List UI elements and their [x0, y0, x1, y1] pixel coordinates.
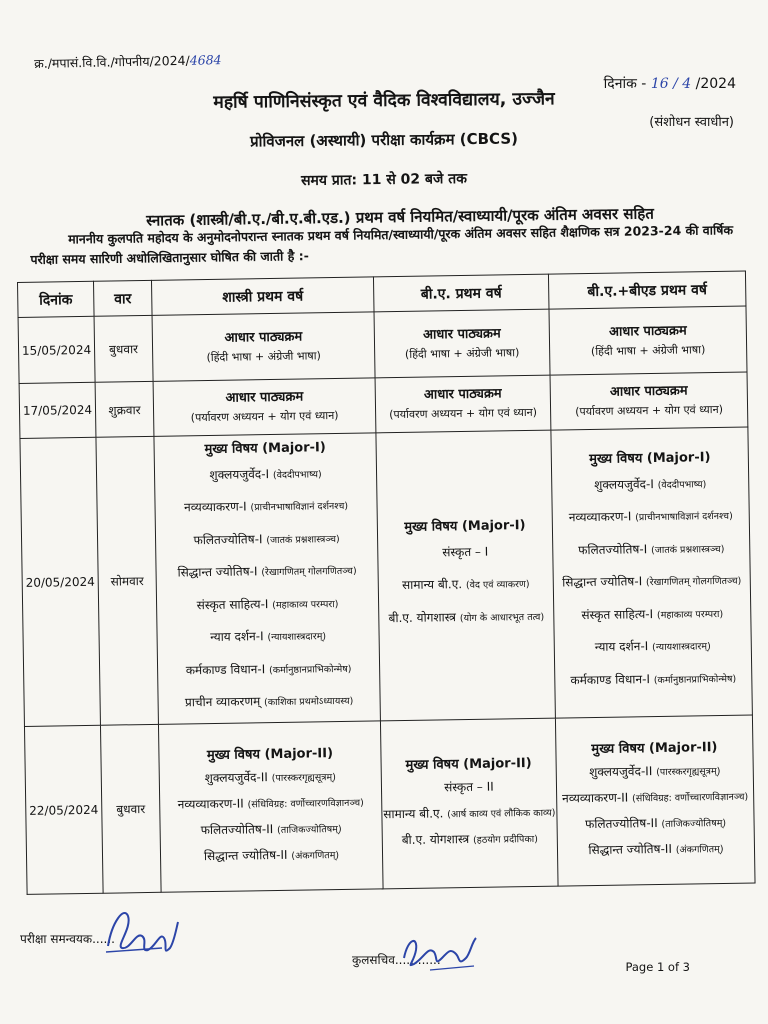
subject-name: प्राचीन व्याकरणम्: [184, 694, 261, 710]
subject-note: (ताजिकज्योतिषम्): [276, 823, 342, 836]
subject-name: बी.ए. योगशास्त्र: [401, 831, 470, 847]
shastri-paper: [158, 721, 383, 892]
subject-item: [378, 535, 552, 570]
registrar-signature: [400, 928, 480, 978]
subject-name: सिद्धान्त ज्योतिष-II: [588, 841, 673, 857]
subject-item: [554, 597, 750, 633]
date-day: 16: [650, 76, 669, 92]
subject-note: (ताजिकज्योतिषम्): [661, 817, 727, 830]
subject-note: (हठयोग प्रदीपिका): [472, 833, 538, 846]
subject-item: [558, 835, 754, 864]
subject-name: नव्यव्याकरण-II: [177, 796, 244, 812]
subject-item: [157, 619, 378, 655]
subject-item: [158, 652, 379, 688]
paper-heading: आधार पाठ्यक्रम: [609, 383, 688, 400]
ba-bed-paper: [549, 306, 747, 375]
subject-note: (संधिविग्रह: वर्णोच्चारणविज्ञानञ्च): [247, 797, 364, 810]
subject-name: कर्मकाण्ड विधान-I: [185, 661, 266, 677]
exam-time: समय प्रात: 11 से 02 बजे तक: [300, 170, 468, 190]
exam-day: बुधवार: [94, 315, 153, 382]
subject-note: (अंकगणितम्): [291, 849, 340, 862]
paper-heading: मुख्य विषय (Major-II): [206, 745, 334, 763]
subject-item: [157, 587, 378, 623]
shastri-paper: [153, 378, 376, 436]
table-row: [18, 306, 747, 383]
paper-heading: मुख्य विषय (Major-II): [591, 739, 718, 757]
exam-date: 20/05/2024: [20, 437, 101, 726]
subject-item: [379, 600, 553, 635]
paper-subjects: (पर्यावरण अध्ययन + योग एवं ध्यान): [389, 405, 538, 422]
ba-paper: [375, 375, 551, 433]
subject-note: (रेखागणितम् गोलगणितञ्च): [645, 575, 742, 589]
subject-note: (अंकगणितम्): [675, 843, 724, 856]
subject-item: [557, 809, 753, 838]
subject-item: [155, 457, 376, 493]
intro-paragraph: माननीय कुलपति महोदय के अनुमोदनोपरान्त स्नातक प्रथम वर्ष नियमित/स्वाध्यायी/पूरक अंतिम अवसर सहित शैक्षणिक सत्र 2023-24 की वार्षिक परीक्षा समय सारिणी अधोलिखितानुसार घोषित की जाती है :-: [30, 222, 734, 267]
subject-name: संस्कृत साहित्य-I: [196, 596, 269, 612]
subject-name: संस्कृत – I: [442, 544, 489, 560]
header-shastri: शास्त्री प्रथम वर्ष: [151, 277, 374, 315]
exam-day: शुक्रवार: [95, 381, 154, 437]
ba-bed-paper: [555, 715, 755, 886]
reference-handwritten-number: 4684: [189, 52, 222, 68]
date-label: दिनांक -: [603, 76, 647, 92]
subject-name: फलितज्योतिष-II: [200, 821, 274, 837]
subject-item: [552, 467, 748, 503]
table-row: [20, 427, 752, 726]
reference-prefix: क्र./मपासं.वि.वि./गोपनीय/2024/: [34, 52, 190, 71]
subject-note: (वेददीपभाष्य): [657, 478, 707, 491]
subject-name: नव्यव्याकरण-I: [568, 509, 632, 525]
subject-name: शुक्लयजुर्वेद-I: [594, 476, 654, 492]
page-number: Page 1 of 3: [625, 960, 690, 974]
subject-item: [160, 789, 381, 818]
paper-heading: मुख्य विषय (Major-II): [405, 755, 532, 773]
subject-name: फलितज्योतिष-I: [578, 541, 648, 557]
subject-note: (पारस्करगृह्यसूत्रम्): [656, 765, 721, 778]
ba-bed-paper: [551, 427, 752, 718]
paper-subjects: (हिंदी भाषा + अंग्रेजी भाषा): [404, 345, 520, 361]
subject-name: नव्यव्याकरण-II: [561, 789, 629, 806]
subject-item: [555, 630, 751, 666]
subject-item: [382, 773, 556, 802]
subject-note: (जातकं प्रश्नशास्त्रञ्च): [650, 543, 725, 556]
university-name: महर्षि पाणिनिसंस्कृत एवं वैदिक विश्वविद्यालय, उज्जैन: [213, 89, 555, 113]
ba-paper: [374, 309, 550, 378]
subject-item: [382, 799, 556, 828]
shastri-paper: [152, 312, 375, 381]
subject-note: (न्यायशास्त्रदारम्): [267, 631, 327, 644]
subject-note: (महाकाव्य परम्परा): [272, 598, 339, 611]
registrar-label: कुलसचिव............: [352, 953, 441, 967]
subject-note: (योग के आधारभूत तत्व): [459, 611, 545, 624]
paper-subjects: (हिंदी भाषा + अंग्रेजी भाषा): [590, 342, 706, 358]
subject-note: (वेददीपभाष्य): [272, 468, 322, 481]
paper-heading: मुख्य विषय (Major-I): [204, 439, 326, 457]
subject-name: फलितज्योतिष-I: [193, 531, 263, 547]
paper-heading: मुख्य विषय (Major-I): [404, 517, 526, 535]
subject-name: न्याय दर्शन-I: [210, 629, 264, 645]
paper-heading: आधार पाठ्यक्रम: [224, 329, 303, 346]
header-ba: बी.ए. प्रथम वर्ष: [373, 274, 549, 312]
subject-item: [160, 815, 381, 844]
exam-day: बुधवार: [100, 724, 161, 893]
subject-name: संस्कृत साहित्य-I: [581, 606, 654, 622]
paper-heading: आधार पाठ्यक्रम: [225, 389, 304, 406]
subject-name: शुक्लयजुर्वेद-I: [209, 466, 270, 482]
date-year: /2024: [695, 76, 736, 92]
subject-name: शुक्लयजुर्वेद-II: [589, 763, 653, 779]
subject-item: [554, 565, 750, 601]
subject-item: [160, 763, 381, 792]
paper-subjects: (पर्यावरण अध्ययन + योग एवं ध्यान): [575, 402, 724, 419]
exam-coordinator-label: परीक्षा समन्वयक......: [20, 932, 115, 946]
paper-subjects: (पर्यावरण अध्ययन + योग एवं ध्यान): [190, 408, 339, 425]
exam-timetable: [17, 271, 756, 895]
correction-note: (संशोधन स्वाधीन): [649, 115, 734, 130]
ba-paper: [376, 430, 556, 721]
subject-note: (पारस्करगृह्यसूत्रम्): [271, 771, 336, 784]
subject-item: [155, 489, 376, 525]
subject-note: (आर्ष काव्य एवं लौकिक काव्य): [447, 807, 556, 820]
ba-paper: [380, 718, 558, 889]
program-title: प्रोविजनल (अस्थायी) परीक्षा कार्यक्रम (CBCS): [249, 129, 519, 151]
header-day: वार: [93, 280, 152, 316]
subject-name: न्याय दर्शन-I: [594, 639, 649, 655]
issue-date: दिनांक - 16 / 4 /2024: [603, 76, 736, 92]
subject-item: [158, 684, 379, 720]
exam-date: 15/05/2024: [18, 316, 95, 383]
subject-item: [156, 554, 377, 590]
subject-note: (कर्मानुष्ठानप्राभिकोन्मेष): [268, 663, 352, 676]
subject-note: (काशिका प्रथमोऽध्यायस्य): [264, 695, 354, 709]
date-month: 4: [682, 76, 692, 92]
subject-name: सामान्य बी.ए.: [401, 577, 463, 593]
subject-name: सिद्धान्त ज्योतिष-II: [203, 847, 288, 863]
subject-note: (वेद एवं व्याकरण): [465, 579, 530, 592]
paper-heading: आधार पाठ्यक्रम: [423, 386, 502, 403]
exam-date: 22/05/2024: [24, 725, 103, 894]
course-title: स्नातक (शास्त्री/बी.ए./बी.ए.बी.एड.) प्रथम वर्ष नियमित/स्वाध्यायी/पूरक अंतिम अवसर सहित: [146, 204, 654, 230]
subject-item: [555, 662, 751, 698]
paper-subjects: (हिंदी भाषा + अंग्रेजी भाषा): [206, 348, 321, 364]
subject-name: संस्कृत – II: [444, 779, 494, 794]
exam-day: सोमवार: [96, 436, 159, 725]
subject-item: [557, 757, 753, 786]
subject-note: (न्यायशास्त्रदारम्): [652, 641, 711, 654]
subject-item: [557, 783, 753, 812]
paper-heading: आधार पाठ्यक्रम: [608, 322, 687, 340]
subject-note: (प्राचीनभाषाविज्ञानं दर्शनश्च): [635, 511, 733, 524]
subject-item: [156, 522, 377, 558]
subject-item: [379, 568, 553, 603]
subject-name: नव्यव्याकरण-I: [183, 499, 247, 515]
subject-name: बी.ए. योगशास्त्र: [388, 609, 457, 625]
subject-note: (संधिविग्रह: वर्णोच्चारणविज्ञानञ्च): [631, 791, 749, 804]
subject-name: फलितज्योतिष-II: [584, 815, 658, 831]
exam-date: 17/05/2024: [19, 382, 96, 438]
table-row: [24, 715, 755, 894]
subject-name: सामान्य बी.ए.: [383, 805, 444, 821]
subject-note: (रेखागणितम् गोलगणितञ्च): [261, 565, 357, 579]
paper-heading: मुख्य विषय (Major-I): [589, 449, 711, 467]
subject-note: (प्राचीनभाषाविज्ञानं दर्शनश्च): [250, 500, 349, 514]
coordinator-signature: [102, 902, 182, 962]
paper-heading: आधार पाठ्यक्रम: [422, 325, 501, 343]
header-ba-bed: बी.ए.+बीएड प्रथम वर्ष: [548, 271, 746, 309]
subject-note: (कर्मानुष्ठानप्राभिकोन्मेष): [653, 673, 737, 686]
header-date: दिनांक: [18, 281, 95, 317]
reference-number: [34, 51, 222, 72]
subject-name: शुक्लयजुर्वेद-II: [204, 769, 268, 785]
subject-item: [553, 500, 749, 536]
subject-note: (महाकाव्य परम्परा): [656, 608, 724, 621]
subject-note: (जातकं प्रश्नशास्त्रञ्च): [266, 533, 340, 546]
ba-bed-paper: [550, 372, 748, 430]
subject-name: कर्मकाण्ड विधान-I: [570, 671, 651, 688]
subject-item: [161, 841, 382, 870]
subject-name: सिद्धान्त ज्योतिष-I: [562, 574, 643, 590]
subject-item: [553, 532, 749, 568]
subject-name: सिद्धान्त ज्योतिष-I: [177, 564, 258, 580]
shastri-paper: [154, 433, 380, 724]
subject-item: [383, 825, 557, 854]
